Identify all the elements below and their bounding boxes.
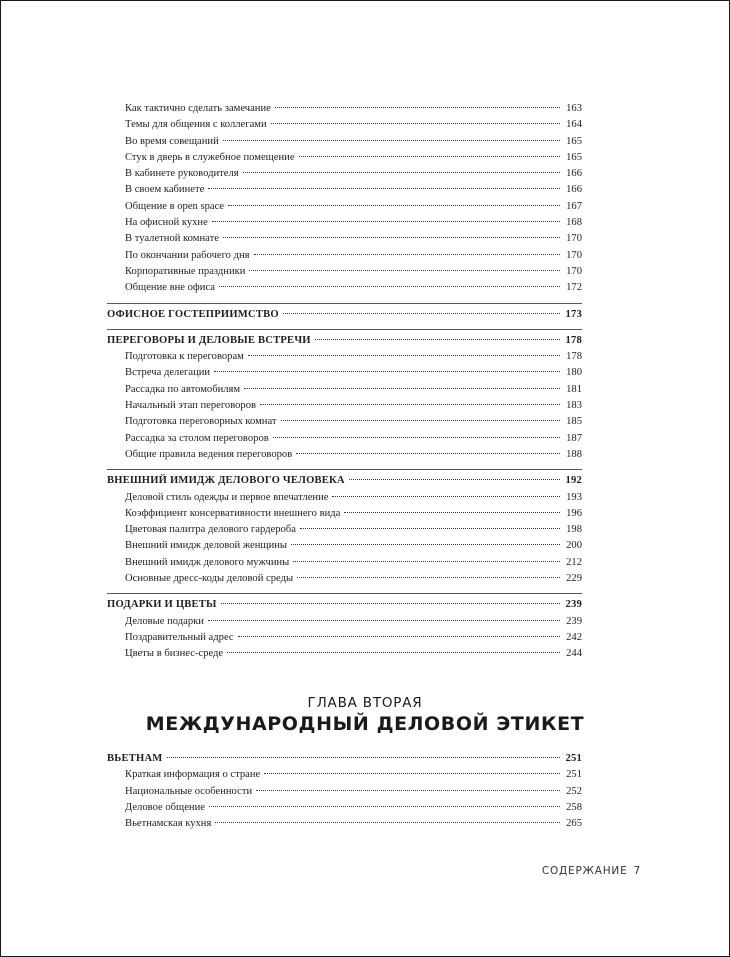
dot-leader bbox=[273, 437, 560, 438]
toc-entry[interactable] bbox=[107, 349, 582, 365]
toc-entry-title: ПЕРЕГОВОРЫ И ДЕЛОВЫЕ ВСТРЕЧИ bbox=[107, 334, 311, 346]
toc-entry-page: 163 bbox=[566, 103, 582, 114]
toc-entry-title: На офисной кухне bbox=[125, 217, 208, 229]
toc-entry-page: 242 bbox=[566, 631, 582, 643]
toc-entry-title: Встреча делегации bbox=[125, 367, 211, 379]
toc-entry[interactable] bbox=[107, 784, 582, 800]
toc-entry[interactable] bbox=[107, 630, 582, 646]
toc-entry[interactable] bbox=[107, 231, 582, 247]
toc-entry-title: Общие правила ведения переговоров bbox=[125, 448, 293, 460]
dot-leader bbox=[300, 528, 560, 529]
toc-entry[interactable] bbox=[107, 150, 582, 166]
dot-leader bbox=[291, 544, 560, 545]
toc-entry-title: Национальные особенности bbox=[125, 785, 253, 797]
toc-entry[interactable] bbox=[107, 166, 582, 182]
dot-leader bbox=[219, 286, 560, 287]
dot-leader bbox=[293, 561, 560, 562]
toc-entry-page: 200 bbox=[566, 540, 582, 552]
toc-entry-title: Цветовая палитра делового гардероба bbox=[125, 524, 296, 536]
toc-entry-page: 258 bbox=[566, 801, 582, 813]
toc-entry[interactable] bbox=[107, 522, 582, 538]
toc-entry-title: Внешний имидж делового мужчины bbox=[125, 556, 290, 568]
chapter-title: МЕЖДУНАРОДНЫЙ ДЕЛОВОЙ ЭТИКЕТ bbox=[145, 713, 585, 735]
toc-entry-title: Коэффициент консервативности внешнего вида bbox=[125, 507, 341, 519]
dot-leader bbox=[223, 237, 560, 238]
toc-entry-title: Деловые подарки bbox=[125, 615, 204, 627]
toc-entry-page: 251 bbox=[566, 769, 582, 781]
footer-section-label: СОДЕРЖАНИЕ bbox=[541, 865, 628, 877]
toc-entry-title: Внешний имидж деловой женщины bbox=[125, 540, 288, 552]
toc-entry-page: 164 bbox=[566, 119, 582, 131]
toc-entry[interactable] bbox=[107, 398, 582, 414]
toc-entry-page: 188 bbox=[566, 448, 582, 460]
toc-divider bbox=[107, 469, 582, 470]
toc-entry-page: 170 bbox=[566, 233, 582, 245]
dot-leader bbox=[256, 790, 560, 791]
toc-divider bbox=[107, 329, 582, 330]
toc-entry-title: Стук в дверь в служебное помещение bbox=[125, 151, 295, 163]
toc-entry-title: Краткая информация о стране bbox=[125, 769, 261, 781]
dot-leader bbox=[248, 355, 560, 356]
toc-entry-title: ВЬЕТНАМ bbox=[107, 753, 163, 764]
toc-entry[interactable] bbox=[107, 365, 582, 381]
dot-leader bbox=[208, 620, 560, 621]
dot-leader bbox=[297, 577, 560, 578]
toc-entry-page: 178 bbox=[566, 351, 582, 363]
toc-entry-page: 178 bbox=[565, 334, 582, 346]
dot-leader bbox=[228, 205, 560, 206]
dot-leader bbox=[283, 313, 560, 314]
toc-entry-page: 239 bbox=[566, 615, 582, 627]
toc-entry-page: 181 bbox=[566, 383, 582, 395]
toc-entry-title: Основные дресс-коды деловой среды bbox=[125, 573, 294, 585]
dot-leader bbox=[332, 496, 560, 497]
toc-entry-page: 166 bbox=[566, 168, 582, 180]
dot-leader bbox=[344, 512, 560, 513]
dot-leader bbox=[223, 140, 560, 141]
toc-entry-page: 251 bbox=[565, 753, 582, 764]
toc-entry-page: 165 bbox=[566, 151, 582, 163]
toc-entry-title: Как тактично сделать замечание bbox=[125, 103, 271, 114]
toc-entry-title: Подготовка к переговорам bbox=[125, 351, 244, 363]
toc-entry-title: Во время совещаний bbox=[125, 135, 219, 147]
dot-leader bbox=[227, 652, 560, 653]
toc-entry-title: ВНЕШНИЙ ИМИДЖ ДЕЛОВОГО ЧЕЛОВЕКА bbox=[107, 475, 345, 487]
toc-entry-page: 198 bbox=[566, 524, 582, 536]
toc-entry[interactable] bbox=[107, 264, 582, 280]
toc-entry-title: Корпоративные праздники bbox=[125, 265, 246, 277]
dot-leader bbox=[214, 371, 560, 372]
toc-entry[interactable] bbox=[107, 182, 582, 198]
toc-entry-page: 173 bbox=[565, 308, 582, 320]
dot-leader bbox=[349, 479, 560, 480]
toc-entry-title: Деловое общение bbox=[125, 801, 205, 813]
toc-entry-page: 265 bbox=[566, 818, 582, 830]
toc-entry[interactable] bbox=[107, 646, 582, 662]
dot-leader bbox=[296, 453, 560, 454]
toc-entry-page: 212 bbox=[566, 556, 582, 568]
dot-leader bbox=[238, 636, 560, 637]
toc-section-entry[interactable] bbox=[107, 307, 582, 323]
toc-list-top bbox=[107, 101, 582, 663]
toc-entry-page: 170 bbox=[566, 265, 582, 277]
dot-leader bbox=[275, 107, 560, 108]
toc-entry-page: 183 bbox=[566, 400, 582, 412]
toc-entry-page: 252 bbox=[566, 785, 582, 797]
dot-leader bbox=[260, 404, 560, 405]
toc-section-entry[interactable] bbox=[107, 597, 582, 613]
dot-leader bbox=[254, 254, 560, 255]
toc-entry-title: ПОДАРКИ И ЦВЕТЫ bbox=[107, 599, 217, 611]
toc-entry-title: Начальный этап переговоров bbox=[125, 400, 257, 412]
dot-leader bbox=[264, 773, 560, 774]
dot-leader bbox=[208, 188, 560, 189]
toc-entry-title: По окончании рабочего дня bbox=[125, 249, 250, 261]
toc-entry-title: Общение в open space bbox=[125, 200, 225, 212]
toc-entry-page: 172 bbox=[566, 282, 582, 294]
dot-leader bbox=[215, 822, 560, 823]
toc-entry[interactable] bbox=[107, 248, 582, 264]
toc-entry-title: Вьетнамская кухня bbox=[125, 818, 212, 830]
dot-leader bbox=[167, 757, 561, 758]
dot-leader bbox=[315, 339, 560, 340]
toc-entry[interactable] bbox=[107, 431, 582, 447]
toc-divider bbox=[107, 303, 582, 304]
toc-entry-title: Общение вне офиса bbox=[125, 282, 215, 294]
toc-entry-title: Подготовка переговорных комнат bbox=[125, 416, 277, 428]
toc-section-entry[interactable] bbox=[107, 333, 582, 349]
toc-entry-page: 193 bbox=[566, 491, 582, 503]
toc-entry-title: Темы для общения с коллегами bbox=[125, 119, 267, 131]
toc-entry-title: Поздравительный адрес bbox=[125, 631, 234, 643]
toc-entry[interactable] bbox=[107, 490, 582, 506]
toc-entry-page: 239 bbox=[565, 599, 582, 611]
toc-entry-page: 180 bbox=[566, 367, 582, 379]
toc-divider bbox=[107, 593, 582, 594]
dot-leader bbox=[299, 156, 560, 157]
toc-section-entry[interactable] bbox=[107, 473, 582, 489]
dot-leader bbox=[243, 172, 560, 173]
toc-entry-page: 165 bbox=[566, 135, 582, 147]
dot-leader bbox=[271, 123, 560, 124]
toc-entry-page: 168 bbox=[566, 217, 582, 229]
toc-entry-page: 244 bbox=[566, 648, 582, 660]
toc-entry-title: ОФИСНОЕ ГОСТЕПРИИМСТВО bbox=[107, 308, 279, 320]
toc-entry[interactable] bbox=[107, 614, 582, 630]
toc-section-entry[interactable] bbox=[107, 751, 582, 767]
toc-entry-page: 166 bbox=[566, 184, 582, 196]
toc-entry-page: 187 bbox=[566, 432, 582, 444]
toc-entry-page: 185 bbox=[566, 416, 582, 428]
toc-entry-page: 192 bbox=[565, 475, 582, 487]
toc-entry-title: Рассадка за столом переговоров bbox=[125, 432, 269, 444]
toc-entry-title: Цветы в бизнес-среде bbox=[125, 648, 224, 660]
chapter-label: ГЛАВА ВТОРАЯ bbox=[307, 695, 423, 711]
toc-entry[interactable] bbox=[107, 816, 582, 832]
toc-entry-title: В своем кабинете bbox=[125, 184, 205, 196]
toc-entry-title: В кабинете руководителя bbox=[125, 168, 239, 180]
toc-entry[interactable] bbox=[107, 800, 582, 816]
toc-entry[interactable] bbox=[107, 555, 582, 571]
toc-entry[interactable] bbox=[107, 767, 582, 783]
footer-page-number: 7 bbox=[633, 865, 641, 877]
toc-entry[interactable] bbox=[107, 382, 582, 398]
toc-entry-page: 196 bbox=[566, 507, 582, 519]
dot-leader bbox=[281, 420, 560, 421]
toc-entry[interactable] bbox=[107, 280, 582, 296]
toc-entry[interactable] bbox=[107, 199, 582, 215]
dot-leader bbox=[249, 270, 560, 271]
toc-entry-title: Деловой стиль одежды и первое впечатление bbox=[125, 491, 329, 503]
toc-entry-title: Рассадка по автомобилям bbox=[125, 383, 241, 395]
toc-entry-page: 167 bbox=[566, 200, 582, 212]
toc-entry-title: В туалетной комнате bbox=[125, 233, 219, 245]
toc-entry[interactable] bbox=[107, 134, 582, 150]
dot-leader bbox=[244, 388, 560, 389]
toc-entry[interactable] bbox=[107, 538, 582, 554]
toc-entry[interactable] bbox=[107, 117, 582, 133]
page-footer bbox=[542, 865, 641, 877]
toc-entry-page: 170 bbox=[566, 249, 582, 261]
toc-entry[interactable] bbox=[107, 571, 582, 587]
dot-leader bbox=[221, 603, 560, 604]
toc-list-bottom bbox=[107, 751, 582, 832]
toc-entry[interactable] bbox=[107, 215, 582, 231]
dot-leader bbox=[212, 221, 560, 222]
toc-entry[interactable] bbox=[107, 447, 582, 463]
toc-entry[interactable] bbox=[107, 101, 582, 117]
dot-leader bbox=[209, 806, 560, 807]
toc-entry[interactable] bbox=[107, 506, 582, 522]
toc-entry[interactable] bbox=[107, 414, 582, 430]
toc-entry-page: 229 bbox=[566, 573, 582, 585]
